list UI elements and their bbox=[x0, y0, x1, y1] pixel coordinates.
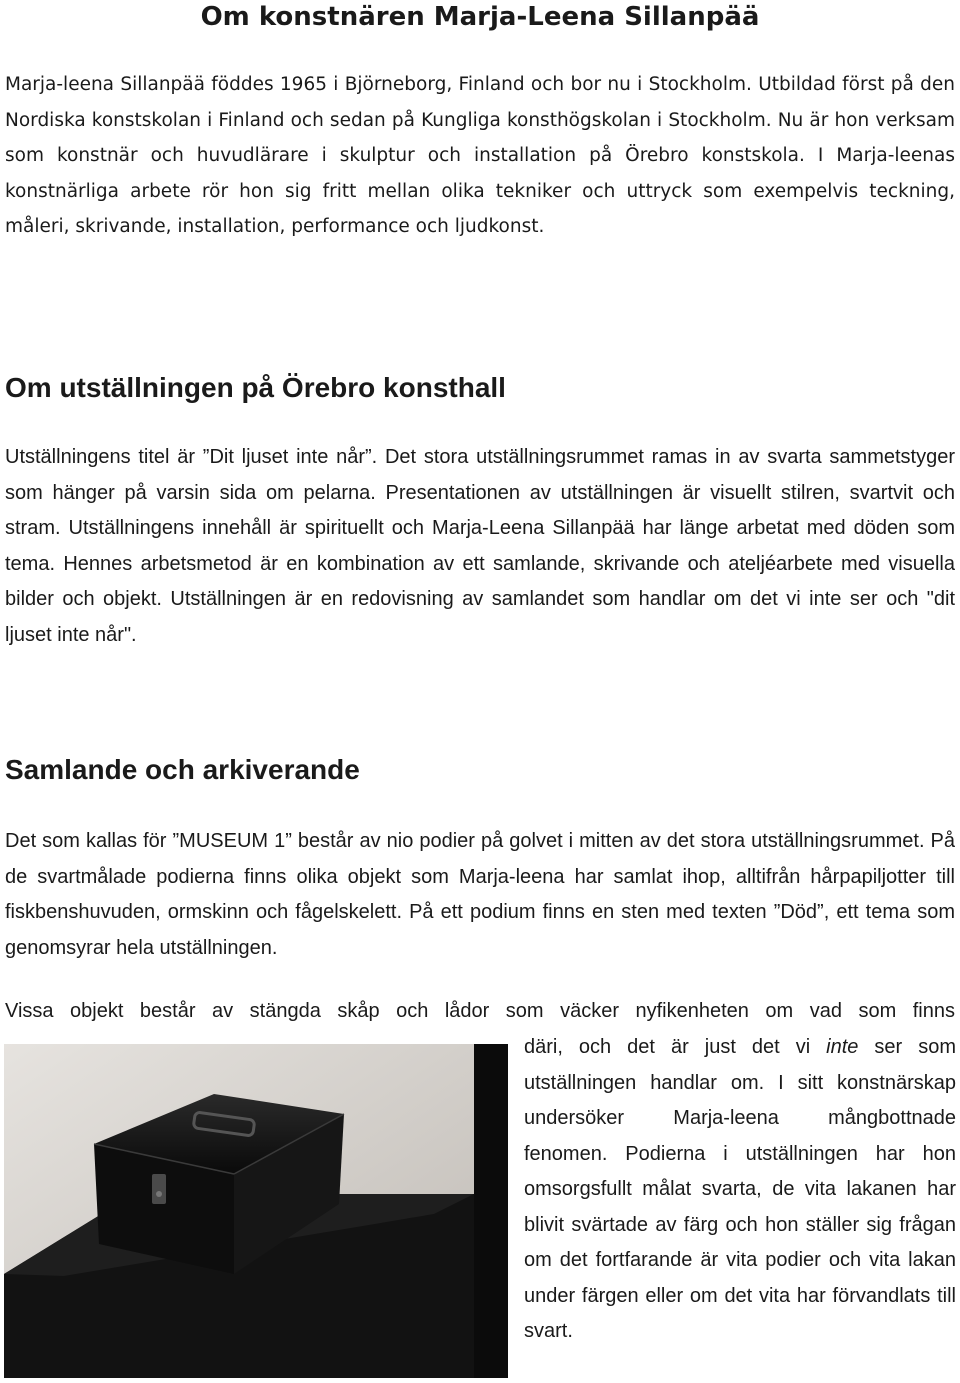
float-text-emphasis: inte bbox=[826, 1036, 859, 1058]
objects-lead-line: Vissa objekt består av stängda skåp och lådor som väcker nyfikenheten om vad som finns bbox=[5, 1000, 955, 1022]
float-text-end: ser som utställningen handlar om. I sitt konstnärskap undersöker Marja-leena mångbottnade fenomen. Podierna i utställningen har hon omsorgsfullt målat svarta, de vita lakanen har blivit svärtade av färg och hon ställer sig frågan om det fortfarande är vita podier och vita lakan under färgen eller om det vita har förvandlats till svart. bbox=[524, 1036, 956, 1342]
float-text-start: däri, och det är just det vi bbox=[524, 1036, 827, 1058]
section-heading-collecting: Samlande och arkiverande bbox=[5, 754, 360, 785]
page-title: Om konstnären Marja-Leena Sillanpää bbox=[200, 2, 760, 32]
black-box-illustration bbox=[4, 1044, 508, 1378]
exhibition-paragraph: Utställningens titel är ”Dit ljuset inte når”. Det stora utställningsrummet ramas in av svarta sammetstyger som hänger på varsin sida om pelarna. Presentationen av utställningen är visuellt stilren, svartvit och stram. Utställningens innehåll är spirituellt och Marja-Leena Sillanpää har länge arbetat med döden som tema. Hennes arbetsmetod är en kombination av ett samlande, skrivande och ateljéarbete med visuella bilder och objekt. Utställningen är en redovisning av samlandet som handlar om det vi inte ser och "dit ljuset inte når". bbox=[5, 446, 955, 646]
box-clasp bbox=[152, 1174, 166, 1204]
black-box-photo bbox=[4, 1044, 508, 1378]
collecting-paragraph: Det som kallas för ”MUSEUM 1” består av nio podier på golvet i mitten av det stora utställningsrummet. På de svartmålade podierna finns olika objekt som Marja-leena har samlat ihop, alltifrån hårpapiljotter till fiskbenshuvuden, ormskinn och fågelskelett. På ett podium finns en sten med texten ”Död”, ett tema som genomsyrar hela utställningen. bbox=[5, 830, 955, 959]
section-heading-exhibition: Om utställningen på Örebro konsthall bbox=[5, 372, 506, 403]
intro-paragraph: Marja-leena Sillanpää föddes 1965 i Björneborg, Finland och bor nu i Stockholm. Utbildad först på den Nordiska konstskolan i Finland och sedan på Kungliga konsthögskolan i Stockholm. Nu är hon verksam som konstnär och huvudlärare i skulptur och installation på Örebro konstskola. I Marja-leenas konstnärliga arbete rör hon sig fritt mellan olika tekniker och uttryck som exempelvis teckning, måleri, skrivande, installation, performance och ljudkonst. bbox=[5, 74, 955, 237]
objects-wrap-text bbox=[524, 1030, 956, 1350]
